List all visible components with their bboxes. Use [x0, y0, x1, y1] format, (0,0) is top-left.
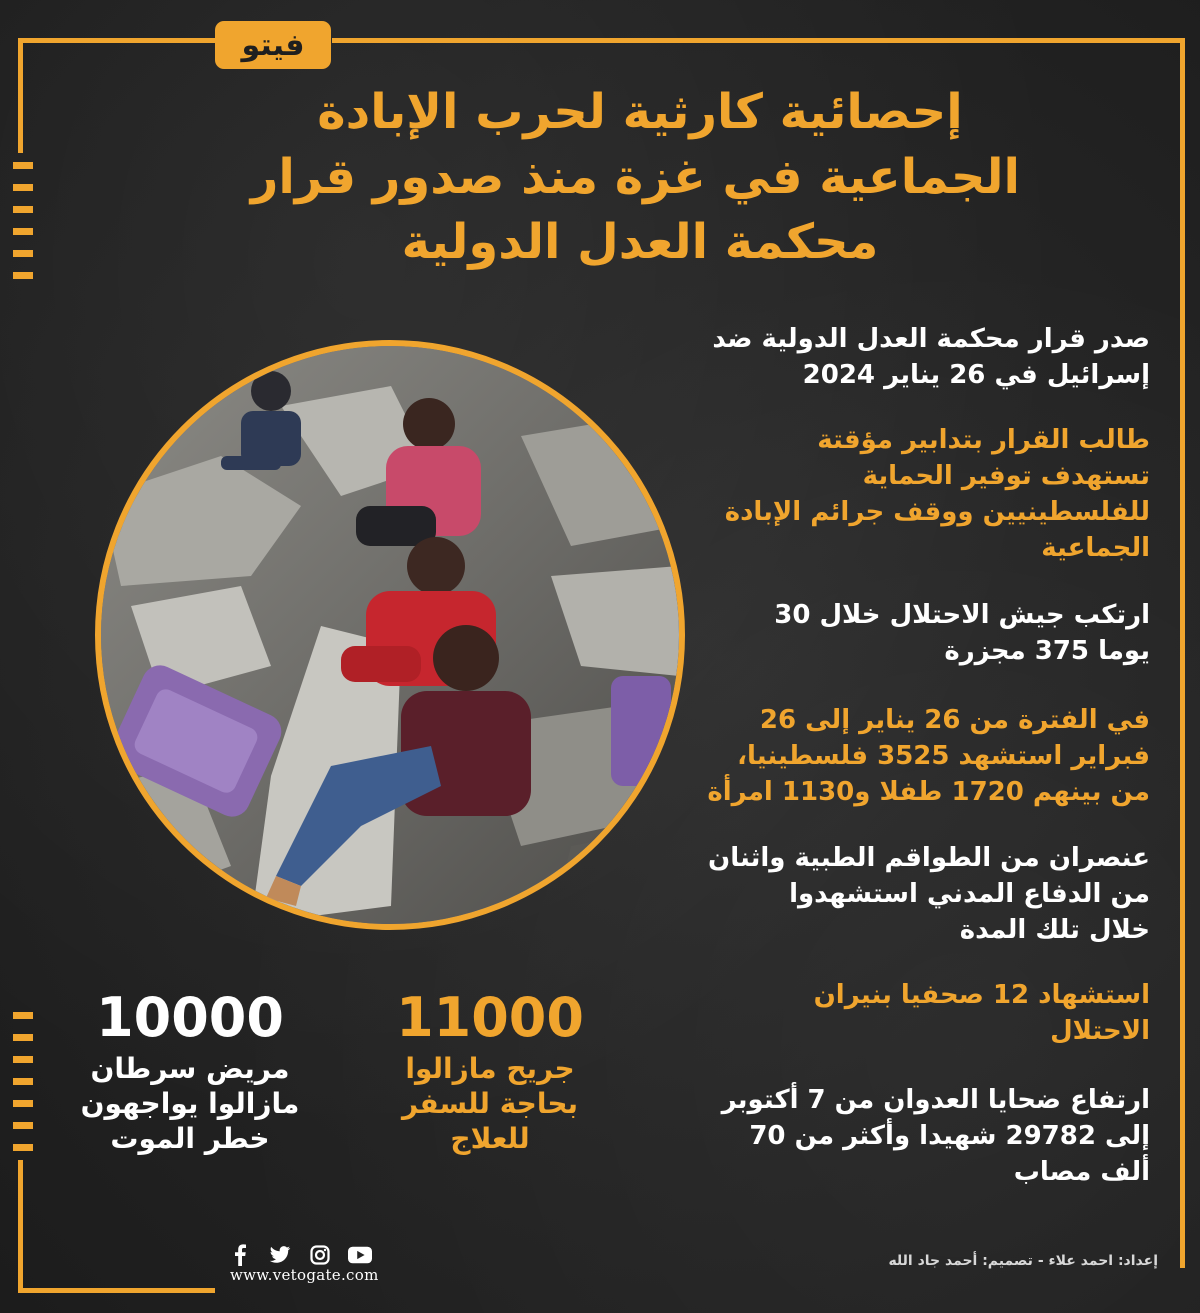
fact-line: الجماعية [1041, 533, 1150, 563]
title-line: محكمة العدل الدولية [401, 214, 879, 270]
frame-left-top-line [18, 38, 23, 153]
fact-line: صدر قرار محكمة العدل الدولية ضد [712, 324, 1150, 354]
fact-line: للفلسطينيين ووقف جرائم الإبادة [724, 497, 1150, 527]
frame-dash [13, 1034, 33, 1041]
fact-martyrs-period [630, 702, 1150, 810]
fact-line: ألف مصاب [1013, 1157, 1150, 1187]
fact-line: فبراير استشهد 3525 فلسطينيا، [737, 741, 1150, 771]
stat-label-line: مريض سرطان [90, 1052, 290, 1085]
frame-dash [13, 1056, 33, 1063]
frame-dash [13, 1100, 33, 1107]
stat-label-line: جريح مازالوا [405, 1052, 575, 1085]
twitter-icon[interactable] [268, 1243, 292, 1267]
fact-line: استشهاد 12 صحفيا بنيران [813, 980, 1150, 1010]
fact-line: خلال تلك المدة [959, 915, 1150, 945]
page-title [250, 80, 1020, 275]
frame-dash [13, 1144, 33, 1151]
fact-line: ارتكب جيش الاحتلال خلال 30 [774, 600, 1150, 630]
instagram-icon[interactable] [308, 1243, 332, 1267]
stat-cancer-patients [40, 985, 340, 1156]
social-links [228, 1243, 372, 1267]
frame-dash [13, 206, 33, 213]
fact-line: طالب القرار بتدابير مؤقتة [817, 425, 1150, 455]
fact-journalists [630, 977, 1150, 1049]
youtube-icon[interactable] [348, 1243, 372, 1267]
frame-dash [13, 184, 33, 191]
frame-dash [13, 1122, 33, 1129]
frame-right-line [1180, 38, 1185, 1268]
fact-line: في الفترة من 26 يناير إلى 26 [759, 705, 1150, 735]
title-line: إحصائية كارثية لحرب الإبادة [317, 84, 963, 140]
fact-line: تستهدف توفير الحماية [862, 461, 1150, 491]
fact-medical-civil-defense [630, 840, 1150, 948]
frame-dash [13, 228, 33, 235]
frame-top-left-line [18, 38, 215, 43]
frame-dash [13, 272, 33, 279]
fact-icj-ruling [630, 321, 1150, 393]
fact-provisional-measures [630, 422, 1150, 566]
brand-logo[interactable] [215, 21, 331, 69]
stat-label-line: مازالوا يواجهون [80, 1087, 300, 1120]
stat-label-line: بحاجة للسفر [401, 1087, 579, 1120]
frame-dash [13, 1012, 33, 1019]
fact-line: عنصران من الطواقم الطبية واثنان [708, 843, 1150, 873]
facebook-icon[interactable] [228, 1243, 252, 1267]
title-line: الجماعية في غزة منذ صدور قرار [250, 149, 1020, 205]
fact-line: إلى 29782 شهيدا وأكثر من 70 [749, 1121, 1150, 1151]
frame-left-bottom-line [18, 1160, 23, 1293]
frame-bottom-line [18, 1288, 215, 1293]
website-link[interactable]: www.vetogate.com [230, 1266, 379, 1284]
frame-dash [13, 162, 33, 169]
frame-dash [13, 250, 33, 257]
fact-line: من بينهم 1720 طفلا و1130 امرأة [707, 777, 1150, 807]
fact-line: من الدفاع المدني استشهدوا [789, 879, 1150, 909]
fact-line: ارتفاع ضحايا العدوان من 7 أكتوبر [721, 1085, 1150, 1115]
logo-text: فيتو [241, 27, 305, 63]
fact-massacres [630, 597, 1150, 669]
stat-number: 11000 [396, 986, 584, 1049]
stat-label-line: خطر الموت [110, 1122, 270, 1155]
stat-label-line: للعلاج [450, 1122, 530, 1155]
fact-line: إسرائيل في 26 يناير 2024 [802, 360, 1150, 390]
fact-line: يوما 375 مجزرة [944, 636, 1150, 666]
stat-number: 10000 [96, 986, 284, 1049]
stat-wounded [340, 985, 640, 1156]
frame-top-right-line [332, 38, 1185, 43]
photo-children-on-rubble [95, 340, 685, 930]
credits-text: إعداد: احمد علاء - تصميم: أحمد جاد الله [888, 1253, 1158, 1269]
fact-line: الاحتلال [1050, 1016, 1150, 1046]
frame-dash [13, 1078, 33, 1085]
fact-total-casualties [630, 1082, 1150, 1190]
